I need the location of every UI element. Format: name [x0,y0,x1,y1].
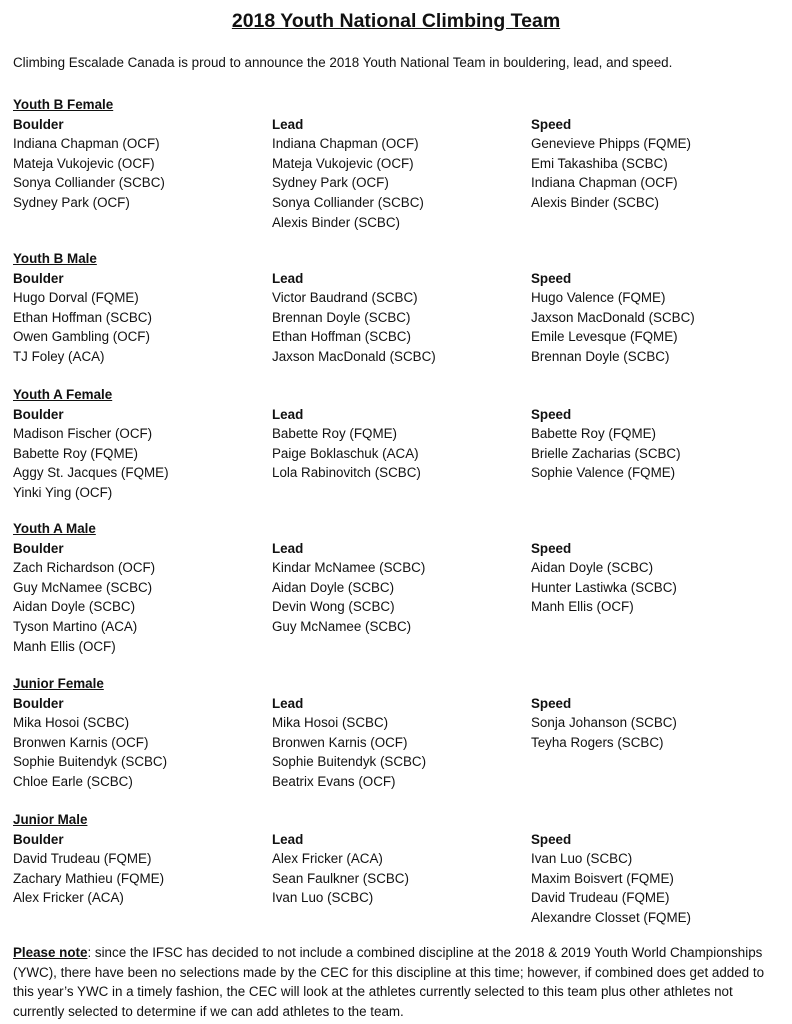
athlete-entry: Maxim Boisvert (FQME) [531,870,674,886]
athlete-entry: Alex Fricker (ACA) [13,890,124,906]
athlete-entry: Sydney Park (OCF) [13,194,130,210]
please-note-text: : since the IFSC has decided to not include a combined discipline at the 2018 & 2019 Youth World Championships (YWC), there have been no selections made by the CEC for this discipline at this time; however, if combined does get added to this year’s YWC in a timely fashion, the CEC will look at the athletes currently selected to this team plus other athletes not currently selected to determine if we can add athletes to the team. [13,945,765,1019]
section-title: Youth A Female [13,387,113,402]
column-lead [272,269,527,367]
athlete-entry: Aidan Doyle (SCBC) [272,579,395,595]
athlete-entry: Ethan Hoffman (SCBC) [13,309,152,325]
column-lead [272,115,527,233]
athlete-entry: Alexis Binder (SCBC) [531,194,659,210]
discipline-heading: Boulder [13,695,64,711]
athlete-entry: Victor Baudrand (SCBC) [272,290,418,306]
athlete-entry: Mika Hosoi (SCBC) [272,715,389,731]
athlete-entry: Zachary Mathieu (FQME) [13,870,165,886]
athlete-entry: Sophie Buitendyk (SCBC) [13,754,168,770]
athlete-entry: Yinki Ying (OCF) [13,484,113,500]
athlete-entry: Hunter Lastiwka (SCBC) [531,579,677,595]
discipline-heading: Lead [272,540,304,556]
athlete-entry: Guy McNamee (SCBC) [272,618,412,634]
athlete-entry: Paige Boklaschuk (ACA) [272,445,419,461]
column-boulder [13,539,268,657]
athlete-entry: Manh Ellis (OCF) [531,599,634,615]
discipline-heading: Lead [272,831,304,847]
athlete-entry: Brennan Doyle (SCBC) [531,348,670,364]
athlete-entry: Genevieve Phipps (FQME) [531,136,692,152]
athlete-entry: Brielle Zacharias (SCBC) [531,445,681,461]
intro-paragraph: Climbing Escalade Canada is proud to announce the 2018 Youth National Team in bouldering, lead, and speed. [13,55,673,70]
column-speed [531,830,786,928]
athlete-entry: Babette Roy (FQME) [531,426,657,442]
athlete-entry: Alexis Binder (SCBC) [272,214,400,230]
column-lead [272,830,527,908]
discipline-heading: Lead [272,270,304,286]
discipline-heading: Boulder [13,116,64,132]
section-title: Junior Male [13,812,88,827]
column-boulder [13,830,268,908]
athlete-entry: Indiana Chapman (OCF) [272,136,419,152]
athlete-entry: Sonya Colliander (SCBC) [13,175,165,191]
column-boulder [13,115,268,213]
athlete-entry: Teyha Rogers (SCBC) [531,734,664,750]
athlete-entry: Hugo Valence (FQME) [531,290,666,306]
athlete-entry: Sonja Johanson (SCBC) [531,715,677,731]
athlete-entry: Mateja Vukojevic (OCF) [13,155,155,171]
athlete-entry: Hugo Dorval (FQME) [13,290,139,306]
athlete-entry: Alex Fricker (ACA) [272,851,383,867]
discipline-heading: Lead [272,116,304,132]
athlete-entry: Babette Roy (FQME) [272,426,398,442]
discipline-heading: Speed [531,116,572,132]
section-youth-b-female [13,95,783,230]
column-boulder [13,269,268,367]
athlete-entry: Lola Rabinovitch (SCBC) [272,465,421,481]
section-title: Youth B Male [13,251,97,266]
athlete-entry: Jaxson MacDonald (SCBC) [531,309,695,325]
column-speed [531,269,786,367]
athlete-entry: Indiana Chapman (OCF) [531,175,678,191]
athlete-entry: Devin Wong (SCBC) [272,599,395,615]
athlete-entry: Sean Faulkner (SCBC) [272,870,409,886]
discipline-heading: Lead [272,695,304,711]
athlete-entry: Tyson Martino (ACA) [13,618,138,634]
section-junior-female [13,674,783,789]
athlete-entry: Mateja Vukojevic (OCF) [272,155,414,171]
column-boulder [13,405,268,503]
athlete-entry: Ivan Luo (SCBC) [531,851,633,867]
discipline-heading: Lead [272,406,304,422]
section-youth-a-male [13,519,783,654]
athlete-entry: Sophie Valence (FQME) [531,465,676,481]
athlete-entry: Zach Richardson (OCF) [13,560,156,576]
athlete-entry: Owen Gambling (OCF) [13,329,150,345]
athlete-entry: Ethan Hoffman (SCBC) [272,329,411,345]
athlete-entry: Alexandre Closset (FQME) [531,909,691,925]
athlete-entry: Manh Ellis (OCF) [13,638,116,654]
athlete-entry: Brennan Doyle (SCBC) [272,309,411,325]
athlete-entry: Kindar McNamee (SCBC) [272,560,426,576]
athlete-entry: Aidan Doyle (SCBC) [531,560,654,576]
athlete-entry: Mika Hosoi (SCBC) [13,715,130,731]
athlete-entry: Madison Fischer (OCF) [13,426,153,442]
discipline-heading: Boulder [13,270,64,286]
discipline-heading: Speed [531,695,572,711]
athlete-entry: Jaxson MacDonald (SCBC) [272,348,436,364]
athlete-entry: Aggy St. Jacques (FQME) [13,465,169,481]
section-junior-male [13,810,783,925]
section-title: Youth B Female [13,97,114,112]
please-note-label: Please note [13,945,88,960]
athlete-entry: Ivan Luo (SCBC) [272,890,374,906]
athlete-entry: Guy McNamee (SCBC) [13,579,153,595]
discipline-heading: Speed [531,270,572,286]
athlete-entry: Indiana Chapman (OCF) [13,136,160,152]
discipline-heading: Speed [531,406,572,422]
column-boulder [13,694,268,792]
section-title: Youth A Male [13,521,96,536]
athlete-entry: Aidan Doyle (SCBC) [13,599,136,615]
athlete-entry: David Trudeau (FQME) [13,851,152,867]
discipline-heading: Speed [531,831,572,847]
athlete-entry: Sydney Park (OCF) [272,175,389,191]
please-note-paragraph [13,943,783,1021]
athlete-entry: Sophie Buitendyk (SCBC) [272,754,427,770]
discipline-heading: Boulder [13,540,64,556]
column-speed [531,405,786,483]
athlete-entry: Emile Levesque (FQME) [531,329,678,345]
column-lead [272,539,527,637]
athlete-entry: TJ Foley (ACA) [13,348,105,364]
athlete-entry: Emi Takashiba (SCBC) [531,155,668,171]
athlete-entry: Babette Roy (FQME) [13,445,139,461]
column-speed [531,115,786,213]
section-title: Junior Female [13,676,104,691]
column-speed [531,694,786,753]
discipline-heading: Boulder [13,406,64,422]
column-lead [272,405,527,483]
document-title: 2018 Youth National Climbing Team [231,10,561,32]
athlete-entry: Bronwen Karnis (OCF) [272,734,408,750]
section-youth-a-female [13,385,783,500]
athlete-entry: David Trudeau (FQME) [531,890,670,906]
column-lead [272,694,527,792]
discipline-heading: Speed [531,540,572,556]
section-youth-b-male [13,249,783,364]
athlete-entry: Sonya Colliander (SCBC) [272,194,424,210]
discipline-heading: Boulder [13,831,64,847]
column-speed [531,539,786,617]
athlete-entry: Bronwen Karnis (OCF) [13,734,149,750]
athlete-entry: Beatrix Evans (OCF) [272,773,396,789]
athlete-entry: Chloe Earle (SCBC) [13,773,133,789]
